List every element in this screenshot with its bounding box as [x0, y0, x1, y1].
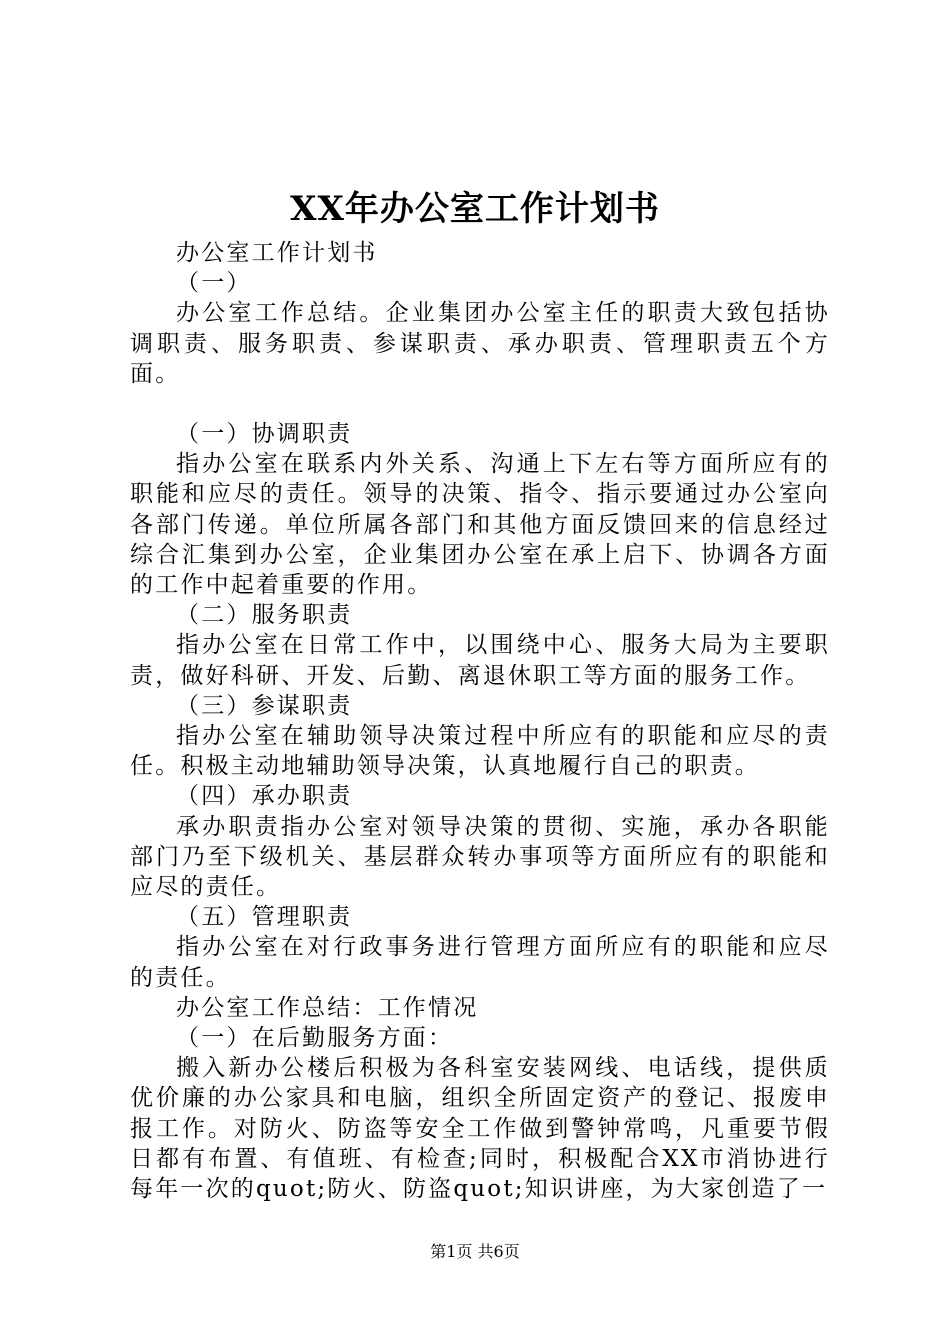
section-heading: （四）承办职责 [176, 783, 353, 810]
paragraph: 指办公室在联系内外关系、沟通上下左右等方面所应有的职能和应尽的责任。领导的决策、指令、指示要通过办公室向各部门传递。单位所属各部门和其他方面反馈回来的信息经过综合汇集到办公室，企业集团办公室在承上启下、协调各方面的工作中起着重要的作用。 [130, 451, 830, 599]
paragraph: 指办公室在日常工作中，以围绕中心、服务大局为主要职责，做好科研、开发、后勤、离退休职工等方面的服务工作。 [130, 632, 830, 689]
paragraph: 承办职责指办公室对领导决策的贯彻、实施，承办各职能部门乃至下级机关、基层群众转办事项等方面所应有的职能和应尽的责任。 [130, 813, 830, 901]
section-heading: （二）服务职责 [176, 602, 353, 629]
paragraph: 办公室工作计划书 [176, 240, 378, 266]
paragraph: 办公室工作总结。企业集团办公室主任的职责大致包括协调职责、服务职责、参谋职责、承办职责、管理职责五个方面。 [130, 300, 830, 387]
section-heading: 办公室工作总结：工作情况 [176, 994, 479, 1021]
page-footer: 第1页 共6页 [430, 1242, 520, 1261]
blank-line [130, 389, 830, 419]
section-heading: （一）协调职责 [176, 421, 353, 448]
paragraph: （一） [176, 270, 252, 297]
section-heading: （一）在后勤服务方面： [176, 1025, 454, 1052]
paragraph: 指办公室在辅助领导决策过程中所应有的职能和应尽的责任。积极主动地辅助领导决策，认真地履行自己的职责。 [130, 723, 830, 780]
section-heading: （三）参谋职责 [176, 692, 353, 719]
document-body [130, 238, 830, 1204]
paragraph: 指办公室在对行政事务进行管理方面所应有的职能和应尽的责任。 [130, 934, 830, 991]
paragraph: 搬入新办公楼后积极为各科室安装网线、电话线，提供质优价廉的办公家具和电脑，组织全所固定资产的登记、报废申报工作。对防火、防盗等安全工作做到警钟常鸣，凡重要节假日都有布置、有值班、有检查;同时，积极配合XX市消协进行每年一次的quot;防火、防盗quot;知识讲座，为大家创造了一 [130, 1055, 830, 1203]
document-title: XX年办公室工作计划书 [290, 189, 660, 229]
section-heading: （五）管理职责 [176, 904, 353, 931]
